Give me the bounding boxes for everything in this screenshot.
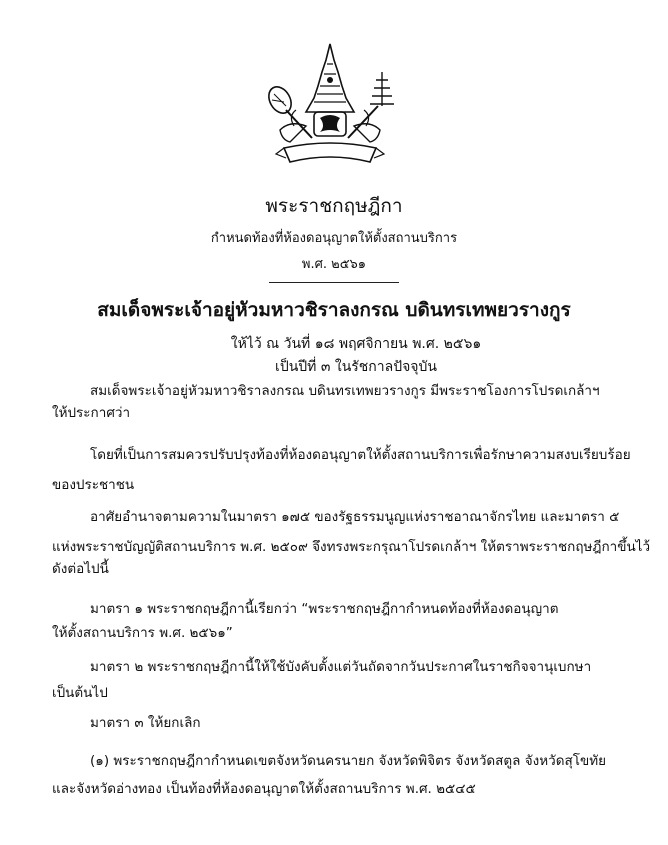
king-name-heading: สมเด็จพระเจ้าอยู่หัวมหาวชิราลงกรณ บดินทรเทพยวรางกูร (97, 299, 571, 321)
authority-paragraph (52, 506, 651, 580)
royal-emblem (250, 42, 410, 172)
paragraph-line: ให้ตั้งสถานบริการ พ.ศ. ๒๕๖๑” (52, 625, 233, 641)
section-2 (52, 656, 617, 704)
title-divider (269, 282, 399, 283)
given-date: ให้ไว้ ณ วันที่ ๑๘ พฤศจิกายน พ.ศ. ๒๕๖๑ (230, 336, 482, 352)
paragraph-line: อาศัยอำนาจตามความในมาตรา ๑๗๕ ของรัฐธรรมนูญแห่งราชอาณาจักรไทย และมาตรา ๕ (90, 509, 620, 525)
preamble-paragraph (52, 380, 617, 424)
paragraph-line: ให้ประกาศว่า (52, 405, 131, 421)
royal-cipher-emblem-icon (250, 42, 410, 172)
decree-subtitle: กำหนดท้องที่ห้องดอนุญาตให้ตั้งสถานบริการ (210, 231, 458, 246)
section-3-item-1 (52, 750, 617, 800)
paragraph-line: สมเด็จพระเจ้าอยู่หัวมหาวชิราลงกรณ บดินทรเทพยวรางกูร มีพระราชโองการโปรดเกล้าฯ (90, 383, 600, 399)
paragraph-line: โดยที่เป็นการสมควรปรับปรุงท้องที่ห้องดอนุญาตให้ตั้งสถานบริการเพื่อรักษาความสงบเรียบร้อย (90, 447, 631, 463)
paragraph-line: และจังหวัดอ่างทอง เป็นท้องที่ห้องดอนุญาตให้ตั้งสถานบริการ พ.ศ. ๒๕๔๕ (52, 781, 476, 797)
paragraph-line: มาตรา ๒ พระราชกฤษฎีกานี้ให้ใช้บังคับตั้งแต่วันถัดจากวันประกาศในราชกิจจานุเบกษา (90, 659, 592, 675)
reason-paragraph (52, 444, 631, 496)
section-3 (52, 712, 617, 734)
reign-year: เป็นปีที่ ๓ ในรัชกาลปัจจุบัน (275, 359, 437, 375)
paragraph-line: มาตรา ๓ ให้ยกเลิก (90, 715, 201, 731)
paragraph-line: เป็นต้นไป (52, 685, 108, 701)
section-1 (52, 598, 617, 644)
decree-title: พระราชกฤษฎีกา (265, 195, 403, 217)
paragraph-line: ของประชาชน (52, 477, 135, 493)
paragraph-line: มาตรา ๑ พระราชกฤษฎีกานี้เรียกว่า “พระราชกฤษฎีกากำหนดท้องที่ห้องดอนุญาต (90, 601, 559, 617)
decree-year: พ.ศ. ๒๕๖๑ (301, 257, 367, 272)
paragraph-line: (๑) พระราชกฤษฎีกากำหนดเขตจังหวัดนครนายก จังหวัดพิจิตร จังหวัดสตูล จังหวัดสุโขทัย (90, 753, 607, 769)
paragraph-line: แห่งพระราชบัญญัติสถานบริการ พ.ศ. ๒๕๐๙ จึงทรงพระกรุณาโปรดเกล้าฯ ให้ตราพระราชกฤษฎีกาขึ้นไว้ (52, 539, 651, 555)
paragraph-line: ดังต่อไปนี้ (52, 561, 109, 577)
